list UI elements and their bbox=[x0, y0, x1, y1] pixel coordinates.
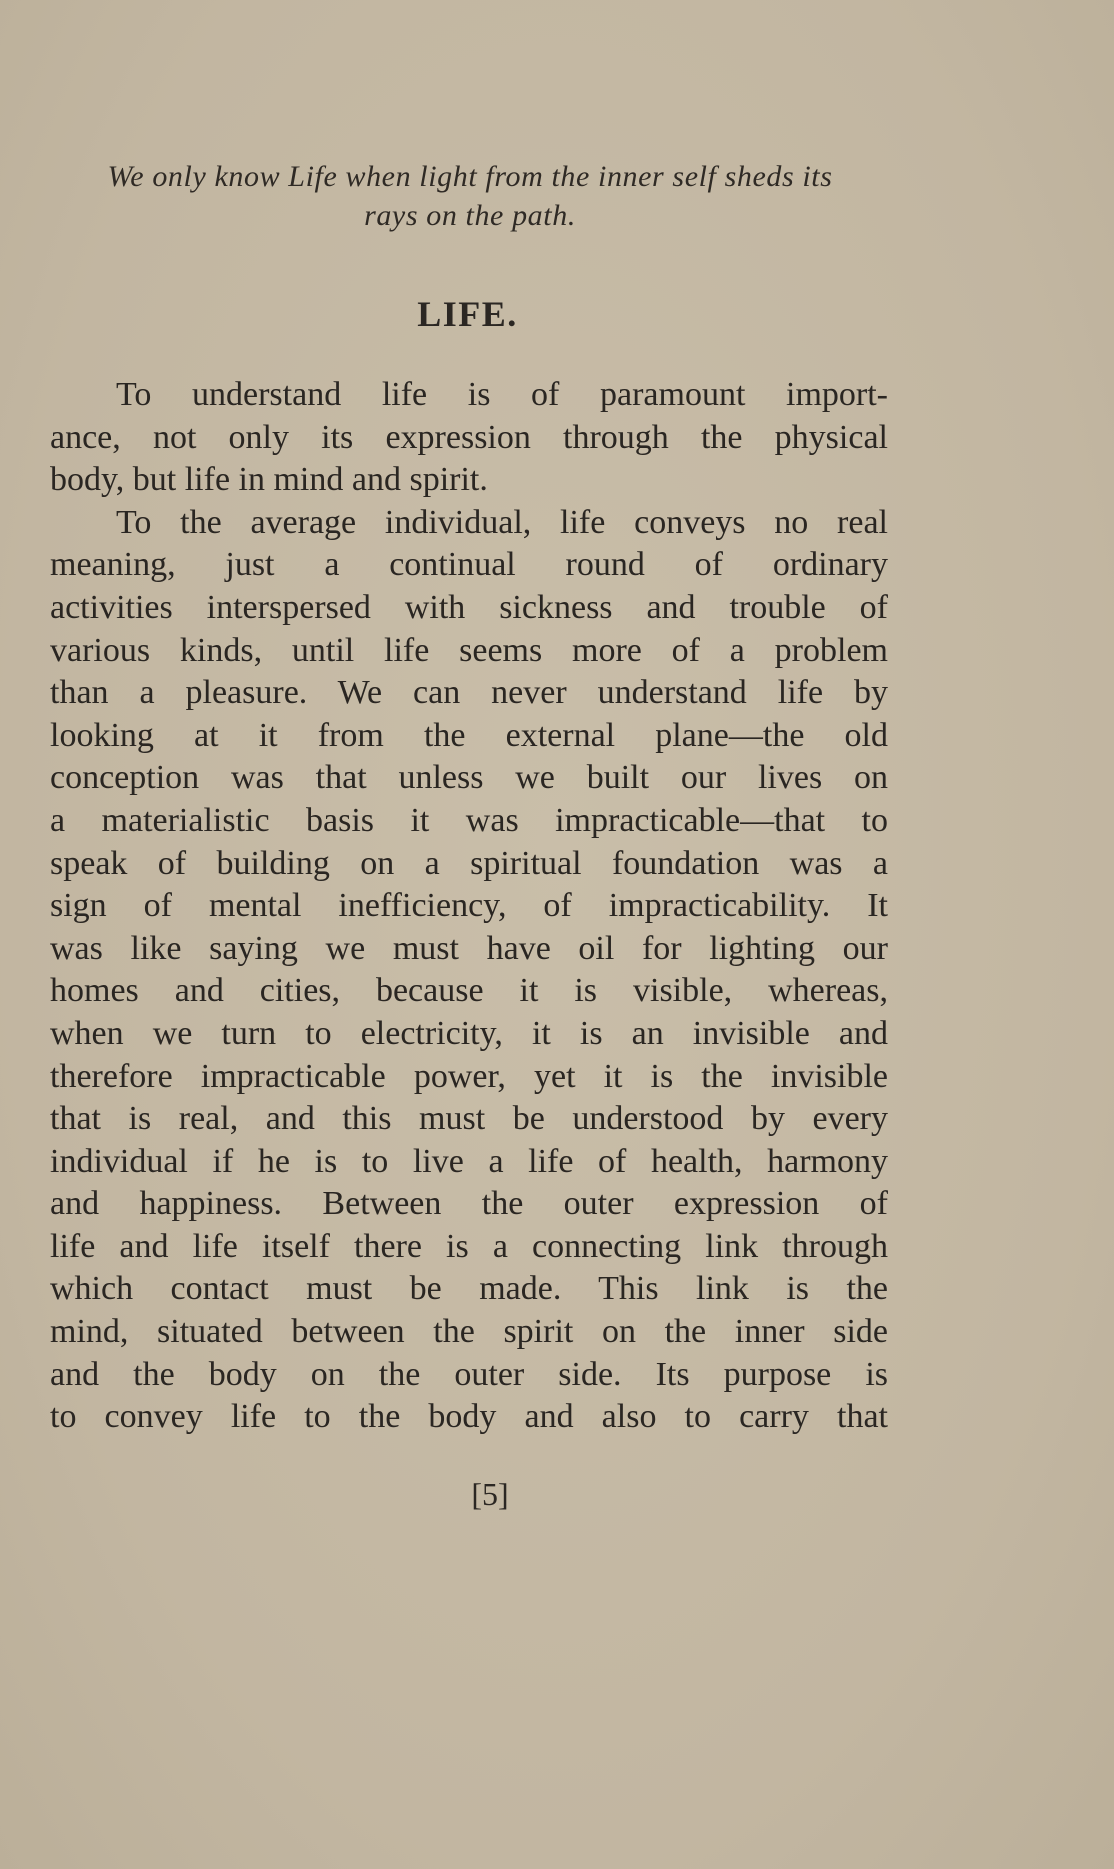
chapter-title: LIFE. bbox=[417, 294, 518, 334]
body-line: individual if he is to live a life of health, harmony bbox=[50, 1142, 888, 1180]
body-line: that is real, and this must be understood by every bbox=[50, 1100, 888, 1138]
body-text bbox=[50, 374, 888, 1439]
body-line: than a pleasure. We can never understand life by bbox=[50, 674, 888, 712]
epigraph-line: rays on the path. bbox=[364, 199, 576, 232]
epigraph bbox=[50, 157, 890, 235]
page-number: [5] bbox=[471, 1476, 509, 1512]
body-line: meaning, just a continual round of ordinary bbox=[50, 546, 888, 584]
body-line: which contact must be made. This link is the bbox=[50, 1270, 888, 1308]
body-line: looking at it from the external plane—the old bbox=[50, 716, 888, 754]
body-line: body, but life in mind and spirit. bbox=[50, 461, 488, 499]
body-line: conception was that unless we built our lives on bbox=[50, 759, 888, 797]
body-line: homes and cities, because it is visible, whereas, bbox=[50, 972, 888, 1010]
body-line: and happiness. Between the outer expression of bbox=[50, 1185, 888, 1223]
body-line: when we turn to electricity, it is an invisible and bbox=[50, 1014, 888, 1052]
epigraph-line: We only know Life when light from the inner self sheds its bbox=[107, 160, 833, 193]
body-line: life and life itself there is a connecting link through bbox=[50, 1227, 888, 1265]
body-line: sign of mental inefficiency, of impracticability. It bbox=[50, 887, 888, 925]
body-line: various kinds, until life seems more of a problem bbox=[50, 631, 888, 669]
body-line: was like saying we must have oil for lighting our bbox=[50, 929, 888, 967]
body-line: to convey life to the body and also to carry that bbox=[50, 1398, 888, 1436]
body-line: ance, not only its expression through the physical bbox=[50, 418, 888, 456]
body-line: a materialistic basis it was impracticable—that to bbox=[50, 801, 888, 839]
body-line: and the body on the outer side. Its purpose is bbox=[50, 1355, 888, 1393]
body-line: activities interspersed with sickness and trouble of bbox=[50, 588, 888, 626]
body-line: To understand life is of paramount import- bbox=[116, 376, 888, 413]
body-line: therefore impracticable power, yet it is the invisible bbox=[50, 1057, 888, 1095]
body-line: To the average individual, life conveys no real bbox=[116, 503, 888, 541]
body-line: mind, situated between the spirit on the inner side bbox=[50, 1313, 888, 1351]
body-line: speak of building on a spiritual foundation was a bbox=[50, 844, 888, 882]
